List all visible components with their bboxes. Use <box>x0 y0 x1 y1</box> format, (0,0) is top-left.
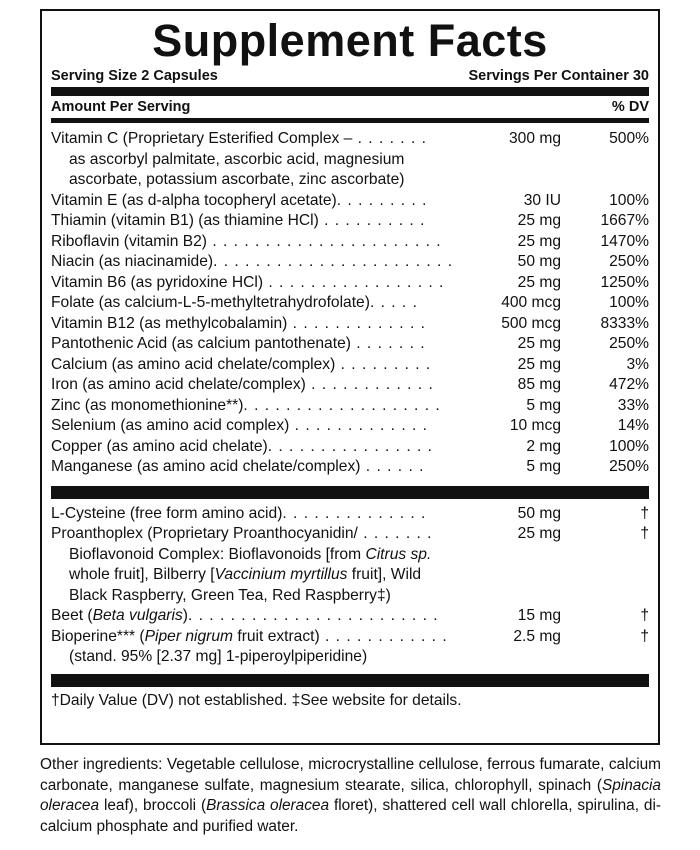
nutrient-amount: 25 mg <box>517 335 561 352</box>
nutrient-amount: 2.5 mg <box>513 627 561 645</box>
nutrient-name: Vitamin E (as d-alpha tocopheryl acetate) <box>51 191 337 209</box>
leader-dots: . . . . . . . . . . . . . . . . <box>267 437 434 455</box>
nutrient-row <box>51 416 649 437</box>
nutrient-dv: 500% <box>609 130 649 147</box>
nutrient-dv: 1250% <box>600 273 649 291</box>
nutrient-dv: † <box>640 504 649 522</box>
leader-dots: . . . . . . . <box>352 130 427 147</box>
leader-dots: . . . . . . <box>360 458 425 475</box>
nutrient-dv: 250% <box>609 335 649 352</box>
nutrient-amount: 15 mg <box>517 607 561 624</box>
nutrient-dv: 100% <box>609 437 649 455</box>
nutrient-amount: 2 mg <box>526 437 561 455</box>
nutrient-name: Iron (as amino acid chelate/complex) <box>51 376 306 393</box>
nutrient-dv: 14% <box>617 417 649 434</box>
leader-dots: . . . . . . . . . . . . . <box>289 417 428 434</box>
amount-header-row <box>51 97 649 117</box>
leader-dots: . . . . . . . <box>357 525 433 542</box>
nutrient-amount: 25 mg <box>517 273 561 291</box>
supplement-facts-panel <box>40 9 660 745</box>
nutrient-dv: 100% <box>609 191 649 209</box>
leader-dots: . . . . . <box>369 294 418 311</box>
nutrient-continuation: (stand. 95% [2.37 mg] 1-piperoylpiperidine) <box>69 648 368 665</box>
nutrient-continuation: as ascorbyl palmitate, ascorbic acid, magnesium <box>69 150 405 168</box>
nutrient-dv: † <box>640 627 649 645</box>
nutrient-continuation: Bioflavonoid Complex: Bioflavonoids [from Citrus sp. <box>69 545 432 563</box>
nutrient-amount: 50 mg <box>517 504 561 522</box>
nutrient-dv: 3% <box>626 355 649 373</box>
leader-dots: . . . . . . . . . . . . . . . . . . . <box>243 396 441 414</box>
nutrient-name: Copper (as amino acid chelate) <box>51 437 268 455</box>
leader-dots: . . . . . . . . . . . . . . . . . <box>263 273 445 291</box>
nutrient-name: Niacin (as niacinamide) <box>51 253 214 270</box>
panel-inner <box>51 11 649 743</box>
nutrient-name: Calcium (as amino acid chelate/complex) <box>51 355 336 373</box>
nutrient-row <box>51 524 649 545</box>
nutrient-row <box>51 314 649 335</box>
nutrient-row <box>51 129 649 150</box>
nutrient-name: Riboflavin (vitamin B2) <box>51 232 207 250</box>
nutrient-name: Vitamin B12 (as methylcobalamin) <box>51 314 288 332</box>
nutrient-row <box>51 375 649 396</box>
nutrient-name: Beet (Beta vulgaris) <box>51 607 188 624</box>
nutrient-name: L-Cysteine (free form amino acid) <box>51 504 283 522</box>
nutrient-amount: 5 mg <box>526 458 561 475</box>
nutrient-row <box>51 252 649 273</box>
nutrient-amount: 10 mcg <box>509 417 561 434</box>
nutrient-amount: 500 mcg <box>501 314 561 332</box>
nutrient-name: Manganese (as amino acid chelate/complex) <box>51 458 361 475</box>
nutrient-continuation: ascorbate, potassium ascorbate, zinc ascorbate) <box>69 171 405 188</box>
leader-dots: . . . . . . . . . . . . <box>319 627 448 645</box>
nutrient-row <box>51 355 649 376</box>
nutrient-amount: 85 mg <box>517 376 561 393</box>
nutrient-amount: 30 IU <box>523 191 561 209</box>
nutrient-name: Bioperine*** (Piper nigrum fruit extract) <box>51 627 320 645</box>
nutrient-row <box>51 273 649 294</box>
nutrient-dv: 33% <box>617 396 649 414</box>
nutrient-dv: 250% <box>609 458 649 475</box>
nutrient-row <box>51 437 649 458</box>
divider-medium <box>51 118 649 123</box>
leader-dots: . . . . . . . . . . <box>318 212 426 229</box>
nutrient-amount: 300 mg <box>508 130 561 147</box>
nutrient-row <box>51 232 649 253</box>
nutrient-name: Zinc (as monomethionine**) <box>51 396 244 414</box>
nutrient-dv: 472% <box>609 376 649 393</box>
nutrient-amount: 25 mg <box>517 212 561 229</box>
nutrient-dv: † <box>640 607 649 624</box>
nutrient-name: Thiamin (vitamin B1) (as thiamine HCl) <box>51 212 319 229</box>
leader-dots: . . . . . . . . . <box>335 355 432 373</box>
serving-info <box>51 67 649 85</box>
nutrient-dv: † <box>640 525 649 542</box>
nutrient-amount: 25 mg <box>517 525 561 542</box>
nutrient-row <box>51 211 649 232</box>
other-ingredients-list <box>51 504 649 668</box>
dv-header: % DV <box>611 99 649 115</box>
nutrient-dv: 8333% <box>600 314 649 332</box>
nutrient-row <box>51 293 649 314</box>
nutrient-row <box>51 334 649 355</box>
leader-dots: . . . . . . . . . . . . <box>305 376 434 393</box>
leader-dots: . . . . . . . <box>350 335 426 352</box>
nutrient-dv: 1667% <box>600 212 649 229</box>
amount-header: Amount Per Serving <box>51 99 191 115</box>
divider-thick <box>51 486 649 499</box>
serving-size: Serving Size 2 Capsules <box>51 68 218 84</box>
nutrient-name: Pantothenic Acid (as calcium pantothenate) <box>51 335 351 352</box>
leader-dots: . . . . . . . . . . . . . . . . . . . . . . . <box>213 253 454 270</box>
nutrient-continuation: Black Raspberry, Green Tea, Red Raspberry‡) <box>69 586 391 604</box>
nutrient-row <box>51 396 649 417</box>
nutrient-name: Vitamin C (Proprietary Esterified Complex – <box>51 130 353 147</box>
nutrient-row <box>51 504 649 525</box>
nutrient-name: Selenium (as amino acid complex) <box>51 417 290 434</box>
nutrient-amount: 25 mg <box>517 355 561 373</box>
nutrient-name: Folate (as calcium-L-5-methyltetrahydrofolate) <box>51 294 370 311</box>
nutrient-continuation: whole fruit], Bilberry [Vaccinium myrtillus fruit], Wild <box>69 566 422 583</box>
leader-dots: . . . . . . . . . . . . . . . . . . . . . . <box>207 232 442 250</box>
nutrient-amount: 25 mg <box>517 232 561 250</box>
divider-thick <box>51 674 649 687</box>
vitamin-list <box>51 129 649 478</box>
nutrient-name: Vitamin B6 (as pyridoxine HCl) <box>51 273 264 291</box>
nutrient-name: Proanthoplex (Proprietary Proanthocyanidin/ <box>51 525 358 542</box>
nutrient-dv: 100% <box>609 294 649 311</box>
nutrient-amount: 5 mg <box>526 396 561 414</box>
leader-dots: . . . . . . . . . . . . . . <box>282 504 427 522</box>
servings-per-container: Servings Per Container 30 <box>468 68 649 84</box>
divider-thick <box>51 87 649 96</box>
leader-dots: . . . . . . . . . . . . . <box>287 314 426 332</box>
footnote: †Daily Value (DV) not established. ‡See website for details. <box>51 691 462 709</box>
nutrient-row <box>51 457 649 478</box>
leader-dots: . . . . . . . . . <box>336 191 428 209</box>
nutrient-dv: 1470% <box>600 232 649 250</box>
nutrient-row <box>51 191 649 212</box>
leader-dots: . . . . . . . . . . . . . . . . . . . . . . . . <box>187 607 439 624</box>
other-ingredients: Other ingredients: Vegetable cellulose, microcrystalline cellulose, ferrous fumarate, calcium carbonate, manganese sulfate, magnesium stearate, silica, chlorophyll, spinach (Spinacia oleracea leaf), broccoli (Brassica oleracea floret), shattered cell wall chlorella, spirulina, di-calcium phosphate and purified water. <box>40 756 661 835</box>
nutrient-row <box>51 606 649 627</box>
nutrient-amount: 50 mg <box>517 253 561 270</box>
nutrient-row <box>51 627 649 648</box>
nutrient-amount: 400 mcg <box>501 294 561 311</box>
nutrient-dv: 250% <box>609 253 649 270</box>
panel-title: Supplement Facts <box>152 15 548 66</box>
